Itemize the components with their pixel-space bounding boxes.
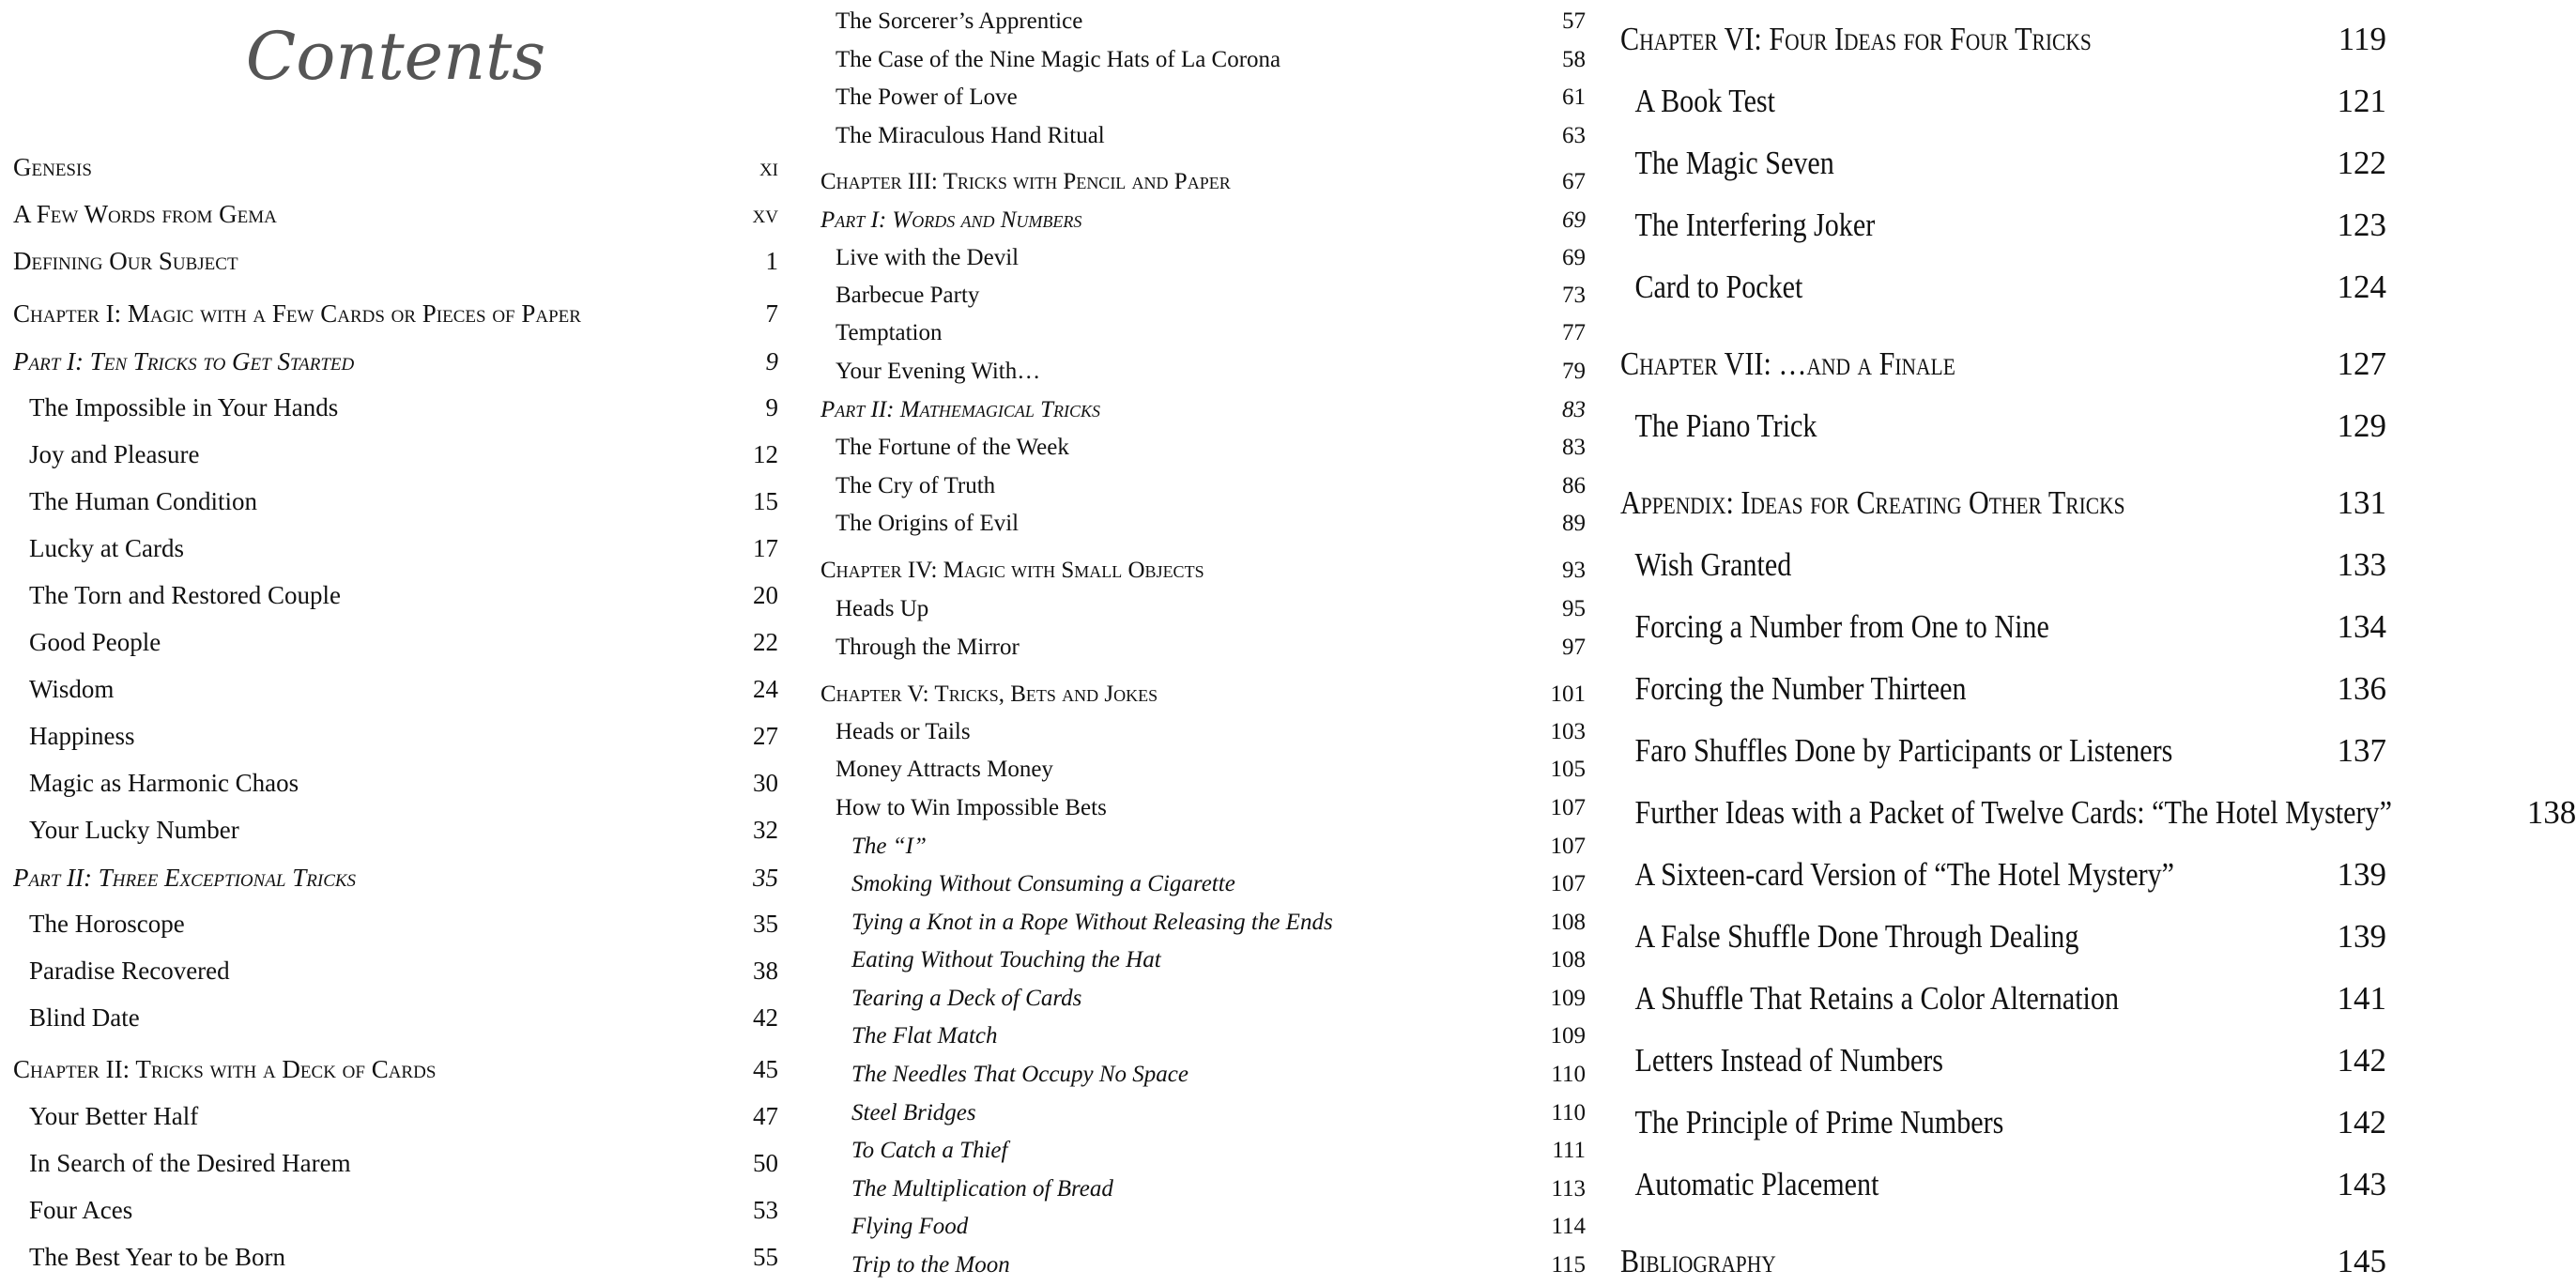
toc-entry-title: The Human Condition [29, 486, 257, 515]
toc-entry-sub [13, 530, 778, 566]
toc-entry-subsub [820, 981, 1586, 1017]
toc-entry-page: 108 [1550, 947, 1586, 972]
toc-entry-title: Automatic Placement [1634, 1166, 1879, 1202]
toc-entry-subsub [820, 1057, 1586, 1093]
toc-entry-sub [820, 752, 1586, 788]
toc-entry-page: 83 [1562, 397, 1586, 422]
toc-entry-page: 22 [753, 627, 778, 656]
toc-entry-title: Chapter VII: …and a Finale [1620, 345, 1955, 382]
toc-entry-title: The “I” [851, 834, 927, 859]
toc-entry-chapter [13, 149, 778, 185]
toc-entry-title: Magic as Harmonic Chaos [29, 768, 299, 797]
toc-entry-sub [13, 390, 778, 425]
toc-entry-sub [13, 1000, 778, 1035]
toc-entry-title: Forcing the Number Thirteen [1634, 670, 1967, 707]
toc-entry-page: 134 [2337, 608, 2386, 645]
toc-entry-sub [1620, 77, 2386, 126]
toc-entry-page: 89 [1562, 511, 1586, 536]
toc-entry-page: 9 [765, 392, 778, 421]
toc-entry-title: Part I: Words and Numbers [820, 207, 1082, 233]
toc-entry-title: The Miraculous Hand Ritual [836, 123, 1105, 148]
toc-entry-title: Faro Shuffles Done by Participants or Listeners [1634, 732, 2173, 769]
toc-entry-sub [820, 506, 1586, 542]
page-title: Contents [245, 18, 546, 95]
toc-entry-page: 111 [1552, 1138, 1586, 1163]
toc-entry-part [820, 392, 1586, 428]
toc-entry-title: Trip to the Moon [851, 1252, 1010, 1278]
toc-entry-title: Your Lucky Number [29, 815, 239, 844]
toc-entry-chapter [820, 553, 1586, 589]
toc-entry-chapter [13, 243, 778, 279]
toc-entry-title: Chapter IV: Magic with Small Objects [820, 558, 1204, 583]
toc-entry-chapter [13, 196, 778, 232]
toc-entry-page: 142 [2337, 1104, 2386, 1141]
toc-entry-page: 50 [753, 1148, 778, 1177]
toc-entry-page: 42 [753, 1003, 778, 1032]
toc-entry-chapter [1620, 479, 2386, 528]
toc-entry-page: 95 [1562, 596, 1586, 621]
toc-entry-page: 57 [1562, 8, 1586, 34]
toc-entry-page: 110 [1551, 1062, 1586, 1087]
toc-entry-page: 137 [2337, 732, 2386, 769]
toc-entry-title: Chapter V: Tricks, Bets and Jokes [820, 681, 1158, 707]
toc-entry-page: 123 [2337, 207, 2386, 243]
toc-entry-page: 103 [1550, 719, 1586, 744]
toc-entry-title: Money Attracts Money [836, 757, 1053, 782]
toc-entry-page: xi [759, 152, 778, 181]
toc-entry-title: The Multiplication of Bread [851, 1176, 1113, 1202]
toc-entry-title: Chapter I: Magic with a Few Cards or Pieces of Paper [13, 299, 581, 328]
toc-entry-title: Happiness [29, 721, 135, 750]
toc-entry-sub [1620, 912, 2386, 961]
toc-entry-page: 12 [753, 439, 778, 468]
toc-entry-sub [1620, 1160, 2386, 1209]
toc-entry-title: Chapter VI: Four Ideas for Four Tricks [1620, 21, 2092, 57]
toc-entry-chapter [13, 1051, 778, 1087]
toc-entry-sub [820, 591, 1586, 627]
toc-entry-page: 142 [2337, 1042, 2386, 1079]
toc-entry-sub [1620, 788, 2576, 837]
toc-entry-title: Letters Instead of Numbers [1634, 1042, 1943, 1079]
toc-entry-chapter [1620, 1237, 2386, 1286]
toc-entry-title: Blind Date [29, 1003, 140, 1032]
toc-entry-title: A False Shuffle Done Through Dealing [1634, 918, 2079, 955]
toc-entry-title: To Catch a Thief [851, 1138, 1008, 1163]
toc-entry-title: In Search of the Desired Harem [29, 1148, 351, 1177]
toc-entry-title: Paradise Recovered [29, 956, 230, 985]
toc-entry-title: The Power of Love [836, 84, 1018, 110]
toc-entry-title: Tearing a Deck of Cards [851, 986, 1082, 1011]
toc-entry-title: Temptation [836, 320, 943, 345]
toc-entry-page: 131 [2337, 484, 2386, 521]
toc-entry-title: A Few Words from Gema [13, 199, 277, 228]
toc-entry-sub [820, 118, 1586, 154]
toc-entry-subsub [820, 1248, 1586, 1283]
toc-entry-part [13, 344, 778, 379]
toc-entry-page: 107 [1550, 871, 1586, 896]
toc-entry-title: The Piano Trick [1634, 407, 1817, 444]
toc-entry-page: 30 [753, 768, 778, 797]
toc-entry-title: Heads or Tails [836, 719, 971, 744]
toc-entry-page: 1 [765, 246, 778, 275]
toc-entry-page: 139 [2337, 918, 2386, 955]
toc-entry-page: 77 [1562, 320, 1586, 345]
toc-entry-page: 101 [1550, 681, 1586, 707]
toc-entry-sub [820, 468, 1586, 504]
toc-entry-page: 97 [1562, 635, 1586, 660]
toc-entry-page: xv [752, 199, 778, 228]
toc-entry-subsub [820, 1018, 1586, 1054]
toc-entry-page: 109 [1550, 1023, 1586, 1049]
toc-entry-sub [1620, 1036, 2386, 1085]
toc-entry-page: 136 [2337, 670, 2386, 707]
toc-entry-title: Card to Pocket [1634, 268, 1803, 305]
toc-entry-title: Chapter III: Tricks with Pencil and Paper [820, 169, 1231, 194]
toc-entry-sub [13, 765, 778, 801]
toc-entry-title: Flying Food [851, 1214, 969, 1239]
toc-entry-page: 145 [2337, 1243, 2386, 1279]
toc-entry-title: Part II: Three Exceptional Tricks [13, 863, 357, 892]
toc-entry-title: How to Win Impossible Bets [836, 795, 1107, 820]
toc-entry-sub [1620, 139, 2386, 188]
toc-entry-title: The Cry of Truth [836, 473, 996, 498]
toc-column-3 [1620, 0, 2576, 1281]
toc-entry-page: 105 [1550, 757, 1586, 782]
toc-entry-title: Your Evening With… [836, 359, 1041, 384]
toc-entry-sub [820, 240, 1586, 276]
toc-entry-page: 47 [753, 1101, 778, 1130]
toc-entry-sub [820, 80, 1586, 115]
toc-column-2 [820, 0, 1586, 1281]
toc-entry-sub [13, 436, 778, 472]
toc-column-1 [13, 0, 778, 1281]
toc-entry-sub [820, 630, 1586, 666]
toc-entry-page: 67 [1562, 169, 1586, 194]
toc-entry-chapter [820, 677, 1586, 712]
toc-entry-subsub [820, 866, 1586, 902]
toc-entry-sub [820, 42, 1586, 78]
toc-entry-page: 15 [753, 486, 778, 515]
toc-entry-chapter [1620, 340, 2386, 389]
toc-entry-page: 35 [753, 909, 778, 938]
toc-entry-sub [13, 483, 778, 519]
toc-entry-title: The Case of the Nine Magic Hats of La Corona [836, 47, 1281, 72]
toc-entry-sub [13, 671, 778, 707]
toc-entry-page: 129 [2337, 407, 2386, 444]
toc-entry-page: 63 [1562, 123, 1586, 148]
toc-entry-page: 108 [1550, 910, 1586, 935]
toc-entry-title: Further Ideas with a Packet of Twelve Cards: “The Hotel Mystery” [1634, 794, 2392, 831]
toc-entry-title: The Impossible in Your Hands [29, 392, 339, 421]
toc-entry-sub [13, 1145, 778, 1181]
toc-entry-page: 69 [1562, 207, 1586, 233]
toc-entry-page: 17 [753, 533, 778, 562]
toc-entry-sub [13, 1239, 778, 1275]
toc-entry-title: A Book Test [1634, 83, 1776, 119]
toc-entry-title: The Torn and Restored Couple [29, 580, 342, 609]
toc-entry-page: 115 [1551, 1252, 1586, 1278]
toc-entry-page: 119 [2338, 21, 2386, 57]
toc-entry-page: 35 [753, 863, 778, 892]
toc-entry-sub [13, 577, 778, 613]
toc-entry-page: 24 [753, 674, 778, 703]
toc-entry-sub [13, 906, 778, 942]
toc-entry-subsub [820, 1095, 1586, 1131]
toc-entry-title: Four Aces [29, 1195, 133, 1224]
toc-entry-sub [1620, 263, 2386, 312]
toc-entry-page: 32 [753, 815, 778, 844]
toc-entry-page: 113 [1551, 1176, 1586, 1202]
toc-entry-title: Tying a Knot in a Rope Without Releasing the Ends [851, 910, 1333, 935]
toc-entry-title: The Origins of Evil [836, 511, 1020, 536]
toc-entry-page: 27 [753, 721, 778, 750]
toc-entry-subsub [820, 942, 1586, 978]
toc-entry-title: Good People [29, 627, 161, 656]
toc-entry-title: Your Better Half [29, 1101, 199, 1130]
toc-entry-sub [13, 812, 778, 848]
toc-entry-sub [820, 315, 1586, 351]
toc-entry-page: 109 [1550, 986, 1586, 1011]
toc-entry-page: 127 [2337, 345, 2386, 382]
toc-entry-subsub [820, 1133, 1586, 1169]
toc-entry-sub [1620, 974, 2386, 1023]
toc-entry-page: 143 [2337, 1166, 2386, 1202]
toc-entry-sub [1620, 541, 2386, 589]
toc-entry-subsub [820, 905, 1586, 941]
toc-entry-subsub [820, 1171, 1586, 1207]
toc-entry-page: 7 [765, 299, 778, 328]
toc-entry-title: The Fortune of the Week [836, 435, 1069, 460]
toc-entry-sub [13, 1192, 778, 1228]
toc-entry-page: 107 [1550, 795, 1586, 820]
toc-entry-page: 61 [1562, 84, 1586, 110]
toc-entry-page: 86 [1562, 473, 1586, 498]
toc-entry-sub [1620, 1098, 2386, 1147]
toc-entry-sub [1620, 402, 2386, 451]
toc-entry-title: Part I: Ten Tricks to Get Started [13, 346, 355, 375]
toc-entry-page: 114 [1551, 1214, 1586, 1239]
toc-entry-title: Appendix: Ideas for Creating Other Tricks [1620, 484, 2125, 521]
toc-entry-page: 93 [1562, 558, 1586, 583]
toc-entry-title: The Sorcerer’s Apprentice [836, 8, 1083, 34]
toc-entry-page: 58 [1562, 47, 1586, 72]
toc-entry-page: 20 [753, 580, 778, 609]
toc-entry-sub [1620, 603, 2386, 651]
toc-entry-title: The Flat Match [851, 1023, 998, 1049]
toc-entry-title: Steel Bridges [851, 1100, 976, 1125]
toc-entry-title: Through the Mirror [836, 635, 1020, 660]
toc-entry-sub [13, 624, 778, 660]
toc-entry-sub [820, 4, 1586, 39]
toc-entry-page: 110 [1551, 1100, 1586, 1125]
toc-entry-sub [1620, 727, 2386, 775]
toc-entry-title: Part II: Mathemagical Tricks [820, 397, 1101, 422]
toc-entry-title: Eating Without Touching the Hat [851, 947, 1161, 972]
toc-entry-page: 133 [2337, 546, 2386, 583]
toc-entry-page: 53 [753, 1195, 778, 1224]
toc-entry-title: Barbecue Party [836, 283, 980, 308]
toc-entry-title: Smoking Without Consuming a Cigarette [851, 871, 1235, 896]
toc-entry-title: Lucky at Cards [29, 533, 184, 562]
toc-entry-title: Live with the Devil [836, 245, 1020, 270]
toc-entry-title: Chapter II: Tricks with a Deck of Cards [13, 1054, 437, 1083]
toc-entry-sub [13, 1098, 778, 1134]
toc-entry-title: The Interfering Joker [1634, 207, 1876, 243]
toc-entry-page: 107 [1550, 834, 1586, 859]
toc-entry-chapter [820, 164, 1586, 200]
toc-entry-sub [820, 354, 1586, 390]
toc-entry-title: Defining Our Subject [13, 246, 238, 275]
toc-entry-sub [820, 278, 1586, 314]
toc-entry-sub [1620, 850, 2386, 899]
toc-entry-page: 38 [753, 956, 778, 985]
toc-entry-title: The Best Year to be Born [29, 1242, 285, 1271]
toc-entry-page: 69 [1562, 245, 1586, 270]
toc-entry-sub [13, 953, 778, 988]
toc-entry-page: 73 [1562, 283, 1586, 308]
toc-entry-title: The Principle of Prime Numbers [1634, 1104, 2004, 1141]
toc-entry-page: 141 [2337, 980, 2386, 1017]
toc-entry-title: Wisdom [29, 674, 115, 703]
toc-entry-page: 79 [1562, 359, 1586, 384]
toc-entry-sub [13, 718, 778, 754]
toc-entry-page: 139 [2337, 856, 2386, 893]
toc-entry-title: Bibliography [1620, 1243, 1776, 1279]
toc-entry-page: 122 [2337, 145, 2386, 181]
toc-entry-title: The Magic Seven [1634, 145, 1834, 181]
toc-entry-sub [820, 430, 1586, 466]
toc-entry-page: 9 [765, 346, 778, 375]
toc-entry-chapter [1620, 15, 2386, 64]
toc-entry-part [820, 203, 1586, 238]
toc-entry-subsub [820, 1209, 1586, 1245]
toc-entry-page: 55 [753, 1242, 778, 1271]
toc-entry-page: 138 [2526, 794, 2576, 831]
toc-entry-title: Joy and Pleasure [29, 439, 200, 468]
toc-entry-sub [820, 790, 1586, 826]
toc-entry-chapter [13, 296, 778, 331]
toc-entry-title: A Sixteen-card Version of “The Hotel Mystery” [1634, 856, 2175, 893]
toc-entry-sub [820, 714, 1586, 750]
toc-entry-title: The Needles That Occupy No Space [851, 1062, 1188, 1087]
toc-entry-title: Forcing a Number from One to Nine [1634, 608, 2049, 645]
toc-entry-page: 124 [2337, 268, 2386, 305]
toc-entry-page: 121 [2337, 83, 2386, 119]
toc-entry-part [13, 860, 778, 896]
toc-entry-sub [1620, 201, 2386, 250]
toc-entry-subsub [820, 829, 1586, 865]
toc-entry-page: 83 [1562, 435, 1586, 460]
toc-entry-title: A Shuffle That Retains a Color Alternation [1634, 980, 2120, 1017]
toc-entry-title: Wish Granted [1634, 546, 1792, 583]
toc-entry-title: Genesis [13, 152, 92, 181]
toc-entry-page: 45 [753, 1054, 778, 1083]
toc-entry-sub [1620, 665, 2386, 713]
toc-entry-title: The Horoscope [29, 909, 185, 938]
toc-entry-title: Heads Up [836, 596, 929, 621]
